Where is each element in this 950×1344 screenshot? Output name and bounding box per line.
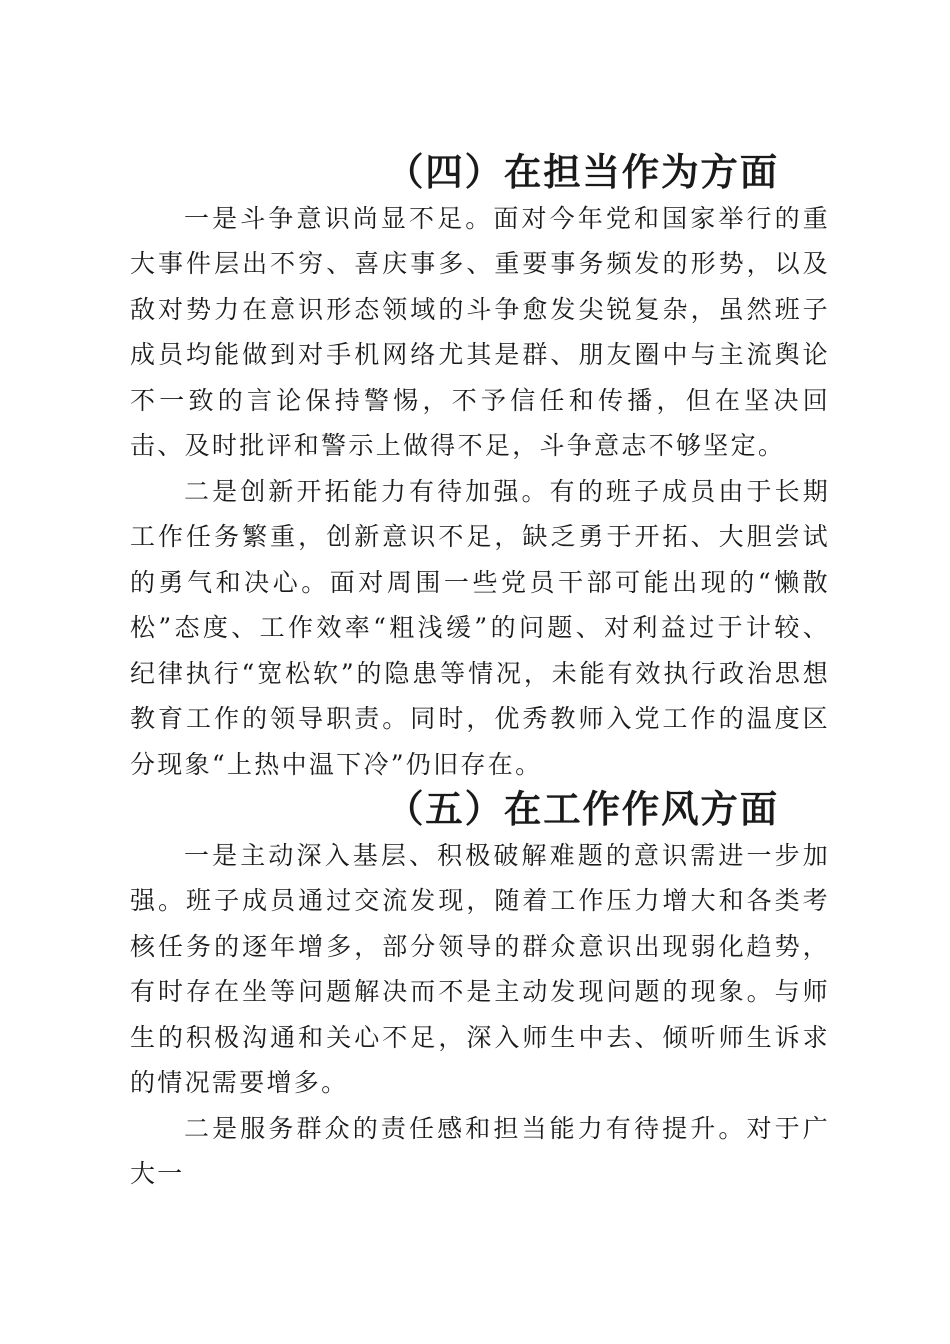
document-body [130,150,830,1197]
paragraph: 二是服务群众的责任感和担当能力有待提升。对于广大一 [130,1113,830,1188]
section-heading-5: （五）在工作作风方面 [386,787,779,831]
paragraph: 一是斗争意识尚显不足。面对今年党和国家举行的重大事件层出不穷、喜庆事多、重要事务频发的形势，以及敌对势力在意识形态领域的斗争愈发尖锐复杂，虽然班子成员均能做到对手机网络尤其是群、朋友圈中与主流舆论不一致的言论保持警惕，不予信任和传播，但在坚决回击、及时批评和警示上做得不足，斗争意志不够坚定。 [130,203,830,460]
paragraph: 二是创新开拓能力有待加强。有的班子成员由于长期工作任务繁重，创新意识不足，缺乏勇于开拓、大胆尝试的勇气和决心。面对周围一些党员干部可能出现的“懒散松”态度、工作效率“粗浅缓”的问题、对利益过于计较、纪律执行“宽松软”的隐患等情况，未能有效执行政治思想教育工作的领导职责。同时，优秀教师入党工作的温度区分现象“上热中温下冷”仍旧存在。 [130,476,830,779]
section-heading-4: （四）在担当作为方面 [386,150,779,194]
paragraph: 一是主动深入基层、积极破解难题的意识需进一步加强。班子成员通过交流发现，随着工作压力增大和各类考核任务的逐年增多，部分领导的群众意识出现弱化趋势，有时存在坐等问题解决而不是主动发现问题的现象。与师生的积极沟通和关心不足，深入师生中去、倾听师生诉求的情况需要增多。 [130,840,830,1097]
